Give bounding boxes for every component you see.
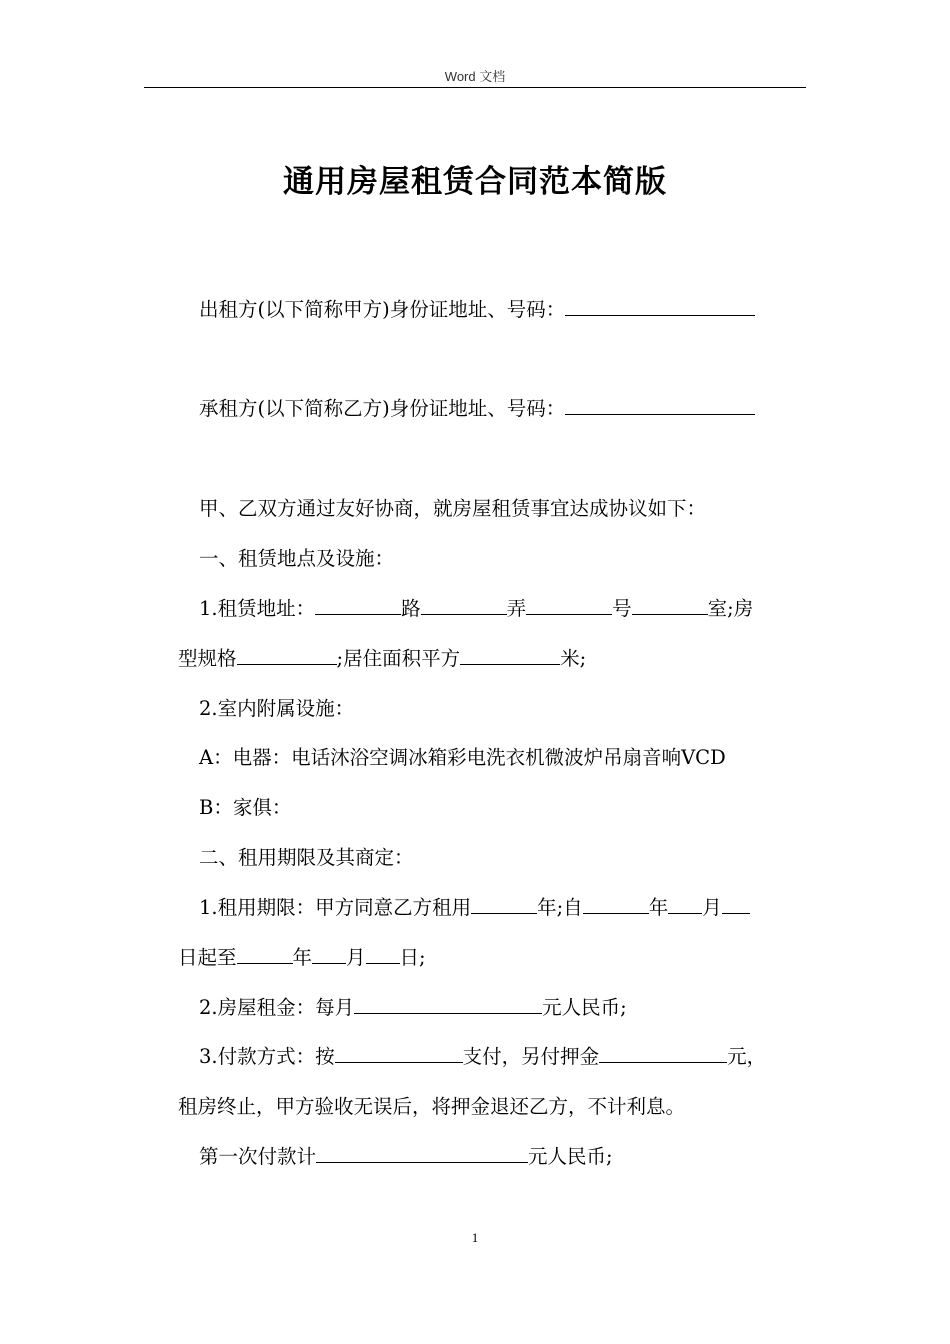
payment-method-label: 3.付款方式：按 (199, 1045, 335, 1068)
address-label: 1.租赁地址： (199, 597, 316, 620)
section1-heading: 一、租赁地点及设施： (199, 547, 395, 570)
lane-label: 弄 (506, 597, 527, 620)
item-a-appliances: A：电器：电话沐浴空调冰箱彩电洗衣机微波炉吊扇音响VCD (199, 746, 726, 769)
first-payment-suffix: 元人民币; (528, 1145, 613, 1168)
item-2-3-line2: 租房终止，甲方验收无误后，将押金退还乙方，不计利息。 (178, 1095, 686, 1118)
item-1-2: 2.室内附属设施： (199, 697, 355, 720)
lane-blank[interactable] (421, 594, 507, 615)
end-year-blank[interactable] (237, 943, 293, 964)
end-month-blank[interactable] (312, 943, 346, 964)
rent-blank[interactable] (354, 993, 542, 1014)
room-blank[interactable] (632, 594, 708, 615)
item-2-1-line1 (178, 883, 829, 933)
header-divider (144, 87, 806, 88)
first-payment-label: 第一次付款计 (199, 1145, 317, 1168)
rent-suffix: 元人民币; (542, 996, 627, 1019)
document-title: 通用房屋租赁合同范本简版 (283, 164, 667, 200)
rent-label: 2.房屋租金：每月 (199, 996, 355, 1019)
first-payment-blank[interactable] (316, 1142, 528, 1163)
item-1-1-line2 (178, 634, 808, 684)
term-years-blank[interactable] (471, 893, 537, 914)
item-2-1-line2 (178, 933, 808, 983)
type-blank[interactable] (237, 644, 337, 665)
item-2-2 (178, 983, 829, 1033)
term-label: 1.租用期限：甲方同意乙方租用 (199, 896, 472, 919)
end-day-label: 日; (399, 946, 426, 969)
area-unit: 米; (560, 647, 587, 670)
start-year-blank[interactable] (583, 893, 649, 914)
start-month-blank[interactable] (668, 893, 702, 914)
area-blank[interactable] (460, 644, 560, 665)
number-label: 号 (612, 597, 632, 620)
deposit-blank[interactable] (599, 1042, 727, 1063)
type-label: 型规格 (178, 647, 237, 670)
end-month-label: 月 (346, 946, 366, 969)
term-years-label: 年;自 (537, 896, 583, 919)
agreement-intro: 甲、乙双方通过友好协商，就房屋租赁事宜达成协议如下： (199, 497, 707, 520)
road-blank[interactable] (315, 594, 401, 615)
section2-heading: 二、租用期限及其商定： (199, 846, 414, 869)
room-label: 室;房 (707, 597, 754, 620)
page-number: 1 (471, 1230, 479, 1245)
item-b-furniture: B：家俱： (199, 796, 292, 819)
end-year-label: 年 (292, 946, 313, 969)
road-label: 路 (401, 597, 421, 620)
lessee-blank[interactable] (565, 394, 755, 415)
lessor-label: 出租方(以下简称甲方)身份证地址、号码： (199, 298, 566, 321)
item-2-3-line1 (178, 1032, 829, 1082)
deposit-label: 支付，另付押金 (462, 1045, 600, 1068)
area-label: ;居住面积平方 (336, 647, 461, 670)
number-blank[interactable] (526, 594, 612, 615)
document-header-label: Word 文档 (444, 69, 506, 84)
start-day-blank[interactable] (722, 893, 750, 914)
start-year-label: 年 (648, 896, 669, 919)
end-day-blank[interactable] (366, 943, 400, 964)
start-month-label: 月 (702, 896, 722, 919)
start-day-suffix: 日起至 (178, 946, 237, 969)
lessor-line (178, 285, 829, 335)
lessor-blank[interactable] (565, 295, 755, 316)
payment-method-blank[interactable] (335, 1042, 463, 1063)
first-payment-line (178, 1132, 829, 1182)
lessee-label: 承租方(以下简称乙方)身份证地址、号码： (199, 397, 566, 420)
item-1-1-line1 (178, 584, 829, 634)
lessee-line (178, 384, 829, 434)
deposit-suffix: 元， (727, 1045, 767, 1068)
